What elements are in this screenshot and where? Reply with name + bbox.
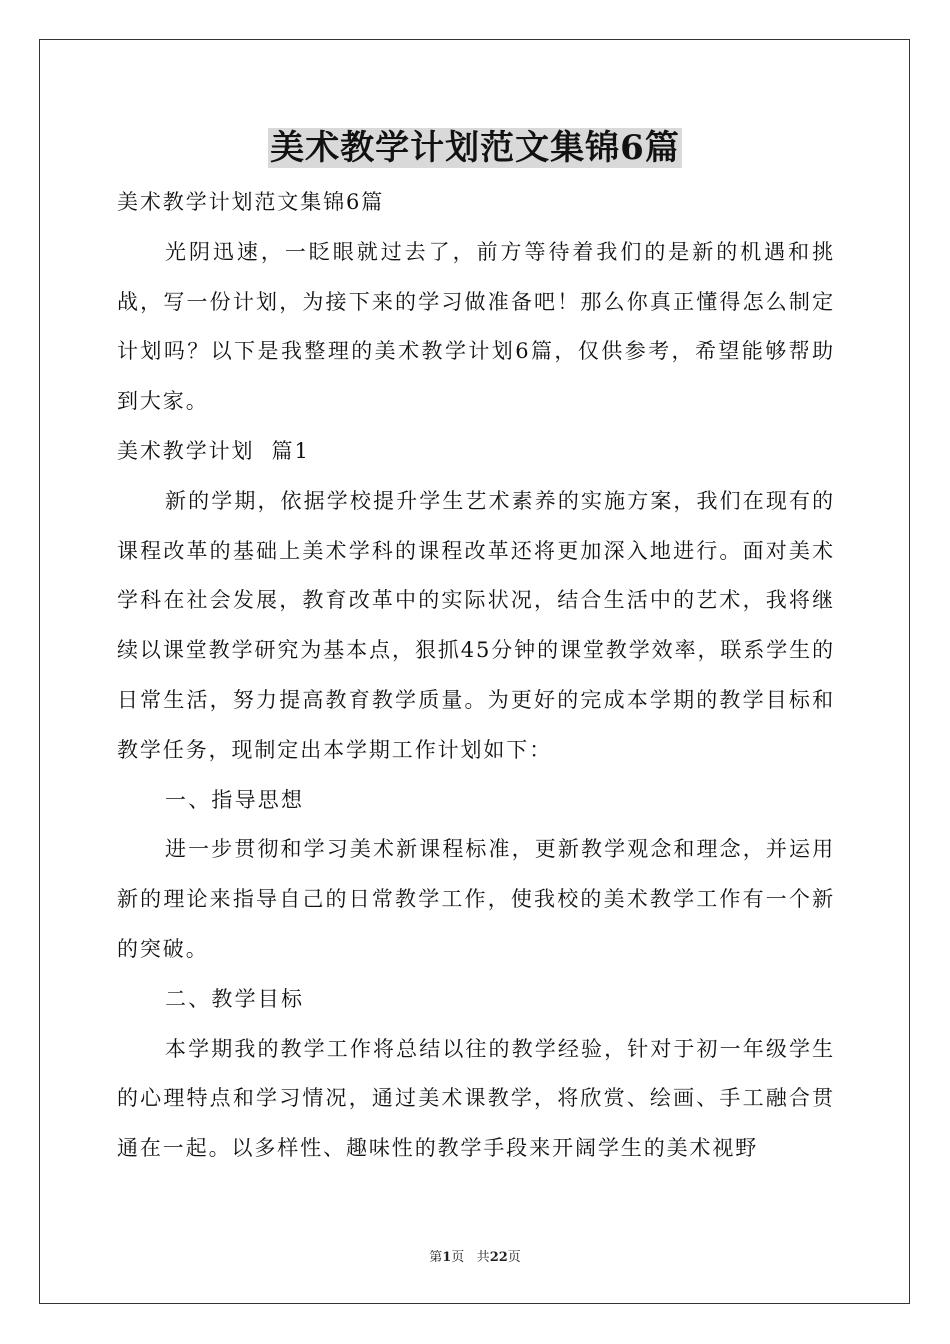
document-title xyxy=(0,124,950,172)
body-paragraph-1: 新的学期，依据学校提升学生艺术素养的实施方案，我们在现有的课程改革的基础上美术学科的课程改革还将更加深入地进行。面对美术学科在社会发展，教育改革中的实际状况，结合生活中的艺术，我将继续以课堂教学研究为基本点，狠抓45分钟的课堂教学效率，联系学生的日常生活，努力提高教育教学质量。为更好的完成本学期的教学目标和教学任务，现制定出本学期工作计划如下： xyxy=(117,488,835,762)
document-title-text: 美术教学计划范文集锦6篇 xyxy=(270,128,680,168)
page-suffix: 页 xyxy=(451,1250,465,1265)
heading-teaching-goals: 二、教学目标 xyxy=(165,986,305,1011)
total-suffix: 页 xyxy=(507,1250,521,1265)
total-pages: 22 xyxy=(489,1250,508,1265)
section-title: 美术教学计划 篇1 xyxy=(117,438,310,463)
intro-paragraph: 光阴迅速，一眨眼就过去了，前方等待着我们的是新的机遇和挑战，写一份计划，为接下来的学习做准备吧！那么你真正懂得怎么制定计划吗？以下是我整理的美术教学计划6篇，仅供参考，希望能够帮助到大家。 xyxy=(117,239,835,414)
heading-guiding-ideas: 一、指导思想 xyxy=(165,787,305,812)
total-prefix: 共 xyxy=(476,1250,490,1265)
page-prefix: 第 xyxy=(429,1250,443,1265)
document-body xyxy=(117,178,835,1174)
body-paragraph-2: 进一步贯彻和学习美术新课程标准，更新教学观念和理念，并运用新的理论来指导自己的日常教学工作，使我校的美术教学工作有一个新的突破。 xyxy=(117,837,835,961)
body-paragraph-3: 本学期我的教学工作将总结以往的教学经验，针对于初一年级学生的心理特点和学习情况，通过美术课教学，将欣赏、绘画、手工融合贯通在一起。以多样性、趣味性的教学手段来开阔学生的美术视野 xyxy=(117,1036,835,1161)
document-subtitle: 美术教学计划范文集锦6篇 xyxy=(117,190,385,214)
page-footer xyxy=(0,1249,950,1267)
page-number: 1 xyxy=(442,1250,452,1265)
